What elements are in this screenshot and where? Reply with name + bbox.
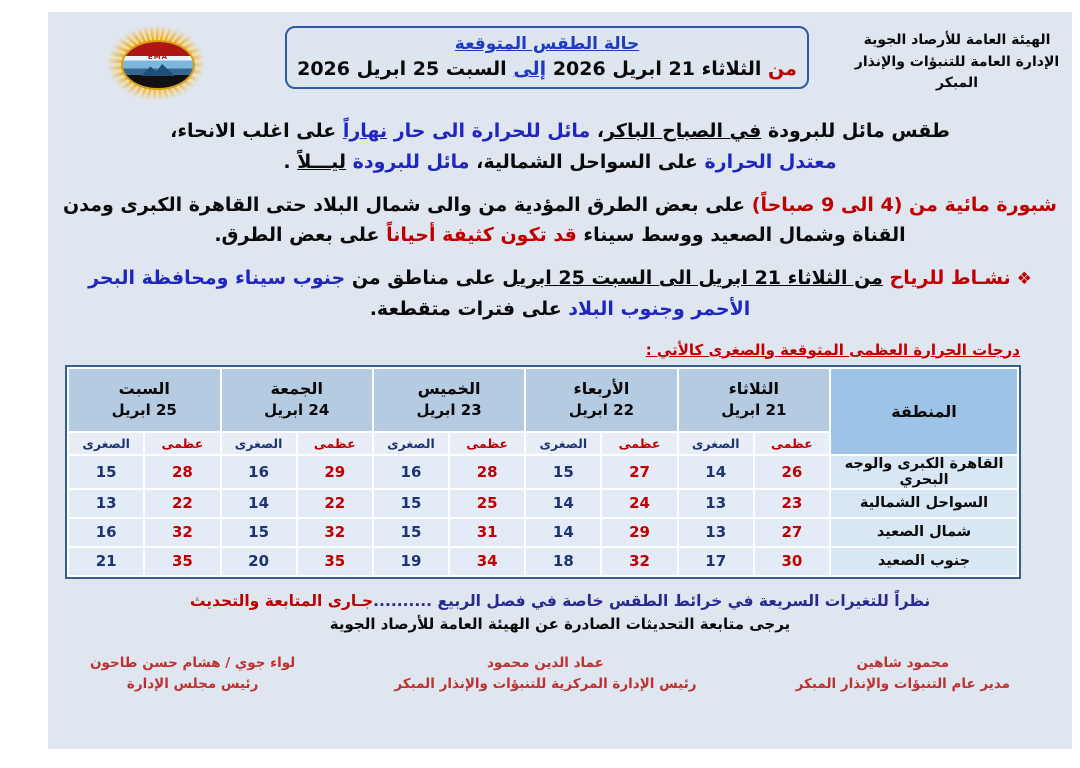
agency-line2: الإدارة العامة للتنبؤات والإنذار المبكر (854, 53, 1060, 92)
signature-block (394, 653, 696, 696)
note-dots: .......... (373, 591, 433, 610)
max-temp: 27 (602, 456, 676, 488)
max-label: عظمى (145, 433, 219, 454)
max-temp: 29 (298, 456, 372, 488)
max-temp: 30 (755, 548, 829, 575)
min-temp: 14 (526, 519, 600, 546)
p1-seg-underline: في الصباح الباكر (604, 120, 762, 142)
p1-seg-underline: ليـــلاً (297, 150, 347, 173)
min-temp: 13 (679, 519, 753, 546)
max-temp: 28 (450, 456, 524, 488)
min-label: الصغرى (526, 433, 600, 454)
table-row (69, 456, 1017, 488)
region-name: جنوب الصعيد (831, 548, 1017, 575)
day-header (679, 369, 829, 431)
min-temp: 15 (526, 456, 600, 488)
min-label: الصغرى (69, 433, 143, 454)
region-name: شمال الصعيد (831, 519, 1017, 546)
min-temp: 21 (69, 548, 143, 575)
day-date: 21 ابريل (721, 401, 787, 420)
day-name: الجمعة (270, 379, 323, 399)
min-label: الصغرى (222, 433, 296, 454)
p2-seg: على بعض الطرق المؤدية من والى شمال البلاد حتى القاهرة الكبرى ومدن القناة وشمال الصعيد ووسط سيناء (63, 193, 906, 247)
min-temp: 15 (222, 519, 296, 546)
table-row (69, 490, 1017, 517)
max-temp: 35 (298, 548, 372, 575)
p3-seg: على فترات متقطعة. (369, 297, 562, 320)
day-name: الثلاثاء (728, 379, 779, 399)
signature-title: مدير عام التنبؤات والإنذار المبكر (795, 676, 1010, 693)
p1-seg: على السواحل الشمالية، (469, 150, 705, 173)
signature-name: محمود شاهين (856, 654, 950, 671)
update-note (58, 592, 1062, 610)
temperature-table (65, 365, 1021, 579)
ema-emblem-icon (121, 40, 195, 90)
min-label: الصغرى (679, 433, 753, 454)
p3-seg-underline: من الثلاثاء 21 ابريل الى السبت 25 ابريل (502, 267, 883, 290)
wind-paragraph (56, 263, 1064, 325)
day-header (526, 369, 676, 431)
date-from: الثلاثاء 21 ابريل 2026 (546, 58, 762, 80)
ema-logo-icon (106, 24, 206, 102)
note-red-seg: جـارى المتابعة والتحديث (189, 591, 374, 610)
region-name: القاهرة الكبرى والوجه البحري (831, 456, 1017, 488)
header (48, 12, 1072, 102)
forecast-paragraph (76, 116, 1044, 178)
min-temp: 14 (526, 490, 600, 517)
signature-block (796, 653, 1010, 696)
p3-seg-blue: جنوب سيناء ومحافظة البحر الأحمر وجنوب البلاد (88, 267, 751, 320)
max-temp: 26 (755, 456, 829, 488)
min-temp: 18 (526, 548, 600, 575)
day-name: الخميس (417, 379, 481, 399)
date-to-word: إلى (513, 58, 547, 80)
p2-seg: على بعض الطرق. (214, 224, 380, 247)
bulletin-title: حالة الطقس المتوقعة (454, 34, 640, 54)
day-header (69, 369, 220, 431)
max-temp: 22 (145, 490, 219, 517)
day-date: 22 ابريل (568, 401, 635, 420)
p1-seg-blue: مائل للحرارة الى حار (387, 120, 591, 142)
max-temp: 32 (145, 519, 219, 546)
day-name: السبت (118, 379, 170, 399)
max-label: عظمى (755, 433, 829, 454)
p1-seg-blue: معتدل الحرارة (704, 150, 837, 173)
bulletin-content (48, 12, 1072, 749)
max-label: عظمى (602, 433, 676, 454)
region-column-header: المنطقة (831, 369, 1017, 454)
max-label: عظمى (298, 433, 372, 454)
region-name: السواحل الشمالية (831, 490, 1017, 517)
min-temp: 13 (679, 490, 753, 517)
table-title: درجات الحرارة العظمى المتوقعة والصغرى كالأتي : (645, 340, 1020, 359)
p2-seg-red: قد تكون كثيفة أحياناً (379, 224, 577, 247)
date-range (297, 58, 797, 80)
diamond-bullet-icon: ❖ (1016, 269, 1032, 290)
max-temp: 34 (450, 548, 524, 575)
min-temp: 15 (374, 490, 448, 517)
max-temp: 29 (602, 519, 676, 546)
max-temp: 25 (450, 490, 524, 517)
table-row (69, 519, 1017, 546)
p1-seg: على اغلب الانحاء، (170, 120, 343, 142)
min-temp: 20 (222, 548, 296, 575)
table-day-header-row (69, 369, 1017, 431)
max-temp: 31 (450, 519, 524, 546)
date-to: السبت 25 ابريل 2026 (297, 58, 514, 80)
fog-paragraph (56, 190, 1064, 252)
follow-up-note: يرجى متابعة التحديثات الصادرة عن الهيئة العامة للأرصاد الجوية (329, 614, 791, 633)
min-temp: 15 (374, 519, 448, 546)
max-label: عظمى (450, 433, 524, 454)
max-temp: 32 (298, 519, 372, 546)
agency-line1: الهيئة العامة للأرصاد الجوية (863, 32, 1051, 48)
min-temp: 17 (679, 548, 753, 575)
signature-name: عماد الدين محمود (486, 654, 604, 671)
day-header (222, 369, 372, 431)
signature-title: رئيس مجلس الإدارة (126, 676, 259, 693)
day-date: 24 ابريل (264, 401, 330, 420)
day-date: 23 ابريل (416, 401, 482, 420)
min-temp: 16 (222, 456, 296, 488)
signature-name: لواء جوي / هشام حسن طاحون (90, 654, 296, 671)
p3-seg: على مناطق من (345, 267, 503, 290)
max-temp: 24 (602, 490, 676, 517)
title-box (285, 26, 809, 89)
max-temp: 23 (755, 490, 829, 517)
table-row (69, 548, 1017, 575)
p1-seg-blue-underline: نهاراً (342, 120, 388, 142)
ema-logo-label: EMA (147, 53, 169, 61)
p2-seg-red: شبورة مائية من (4 الى 9 صباحاً) (745, 193, 1057, 216)
max-temp: 32 (602, 548, 676, 575)
p1-seg: ، (590, 120, 605, 142)
min-temp: 16 (374, 456, 448, 488)
min-temp: 14 (222, 490, 296, 517)
day-header (374, 369, 524, 431)
max-temp: 22 (298, 490, 372, 517)
p3-seg-red: نشـاط للرياح (882, 267, 1011, 290)
min-temp: 15 (69, 456, 143, 488)
min-temp: 16 (69, 519, 143, 546)
min-temp: 19 (374, 548, 448, 575)
p1-seg: طقس مائل للبرودة (761, 120, 950, 142)
date-from-word: من (761, 58, 797, 80)
day-name: الأربعاء (573, 379, 630, 399)
max-temp: 35 (145, 548, 219, 575)
signature-title: رئيس الإدارة المركزية للتنبؤات والإنذار المبكر (394, 676, 697, 693)
signatures-row (48, 653, 1072, 696)
day-date: 25 ابريل (111, 401, 177, 420)
signature-block (90, 653, 295, 696)
min-temp: 14 (679, 456, 753, 488)
p1-seg: . (283, 150, 298, 173)
min-temp: 13 (69, 490, 143, 517)
min-label: الصغرى (374, 433, 448, 454)
max-temp: 27 (755, 519, 829, 546)
max-temp: 28 (145, 456, 219, 488)
p1-seg-blue: مائل للبرودة (346, 150, 470, 173)
mountain-icon (141, 64, 175, 76)
note-blue-seg: نظراً للتغيرات السريعة في خرائط الطقس خاصة في فصل الربيع (432, 591, 931, 610)
agency-name-block (848, 30, 1066, 95)
